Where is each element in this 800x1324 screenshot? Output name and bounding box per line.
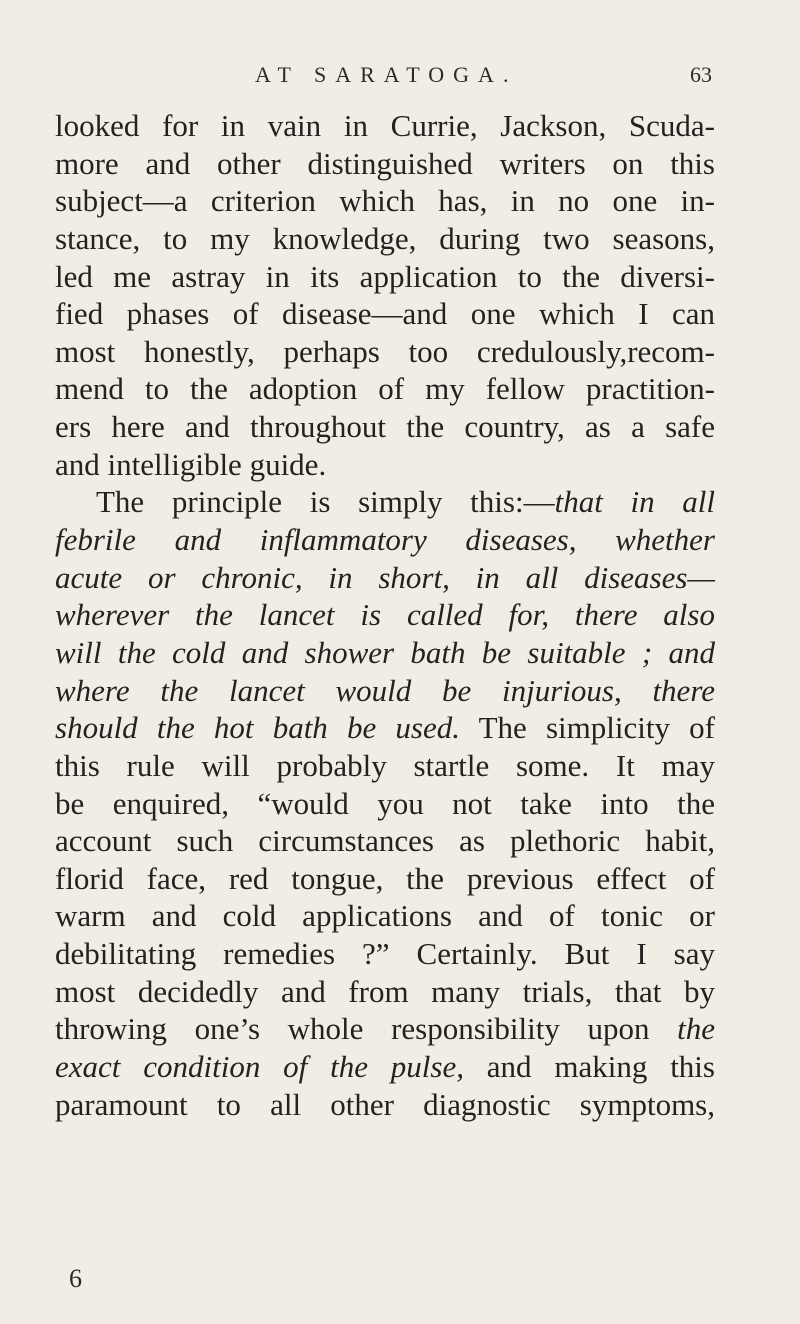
text-line (55, 220, 715, 258)
text-line (55, 107, 715, 145)
text-line (55, 1086, 715, 1124)
text-line (55, 258, 715, 296)
text-segment: most decidedly and from many trials, that by (55, 973, 715, 1009)
text-segment: and making this (463, 1049, 715, 1085)
italic-text: febrile and inflammatory diseases, whether (55, 522, 715, 558)
text-segment: debilitating remedies ?” Certainly. But I say (55, 936, 715, 972)
text-segment: be enquired, “would you not take into the (55, 785, 715, 821)
text-segment: account such circumstances as plethoric habit, (55, 823, 715, 859)
text-line (55, 182, 715, 220)
text-segment: fied phases of disease—and one which I can (55, 296, 715, 332)
text-line (55, 596, 715, 634)
italic-text: should the hot bath be used. (55, 710, 460, 746)
italic-text: acute or chronic, in short, in all diseases— (55, 559, 715, 595)
text-segment: mend to the adoption of my fellow practition- (55, 371, 715, 407)
text-segment: warm and cold applications and of tonic or (55, 898, 715, 934)
text-segment: most honestly, perhaps too credulously,recom- (55, 333, 715, 369)
text-line (55, 370, 715, 408)
text-line (55, 709, 715, 747)
text-line (55, 521, 715, 559)
italic-text: where the lancet would be injurious, there (55, 672, 715, 708)
text-segment: more and other distinguished writers on this (55, 145, 715, 181)
italic-text: the (677, 1011, 715, 1047)
text-line (55, 1010, 715, 1048)
text-segment: looked for in vain in Currie, Jackson, Scuda- (55, 108, 715, 143)
italic-text: that in all (554, 484, 715, 520)
italic-text: exact condition of the pulse, (55, 1049, 464, 1085)
text-line (55, 747, 715, 785)
italic-text: wherever the lancet is called for, there also (55, 597, 715, 633)
text-line (55, 446, 715, 484)
text-line (55, 1048, 715, 1086)
text-segment: stance, to my knowledge, during two seasons, (55, 220, 715, 256)
text-line (55, 483, 715, 521)
text-segment: paramount to all other diagnostic symptoms, (55, 1086, 715, 1122)
text-line (55, 295, 715, 333)
text-segment: throwing one’s whole responsibility upon (55, 1011, 678, 1047)
text-line (55, 822, 715, 860)
page-number: 63 (690, 62, 712, 87)
text-line (55, 785, 715, 823)
text-segment: subject—a criterion which has, in no one in- (55, 183, 715, 219)
text-segment: ers here and throughout the country, as a safe (55, 409, 715, 445)
text-line (55, 145, 715, 183)
running-title: AT SARATOGA. (255, 62, 518, 87)
text-segment: and intelligible guide. (55, 446, 327, 482)
text-segment: this rule will probably startle some. It may (55, 747, 715, 783)
text-line (55, 634, 715, 672)
text-line (55, 897, 715, 935)
text-segment: led me astray in its application to the diversi- (55, 258, 715, 294)
signature-mark: 6 (69, 1264, 82, 1293)
text-line (55, 559, 715, 597)
text-line (55, 935, 715, 973)
text-segment: florid face, red tongue, the previous effect of (55, 860, 715, 896)
text-line (55, 672, 715, 710)
body-text (55, 107, 715, 1123)
running-head (0, 60, 800, 90)
text-segment: The principle is simply this:— (96, 484, 555, 520)
text-line (55, 408, 715, 446)
italic-text: will the cold and shower bath be suitable ; and (55, 634, 715, 670)
text-line (55, 973, 715, 1011)
text-line (55, 860, 715, 898)
text-line (55, 333, 715, 371)
text-segment: The simplicity of (460, 710, 715, 746)
